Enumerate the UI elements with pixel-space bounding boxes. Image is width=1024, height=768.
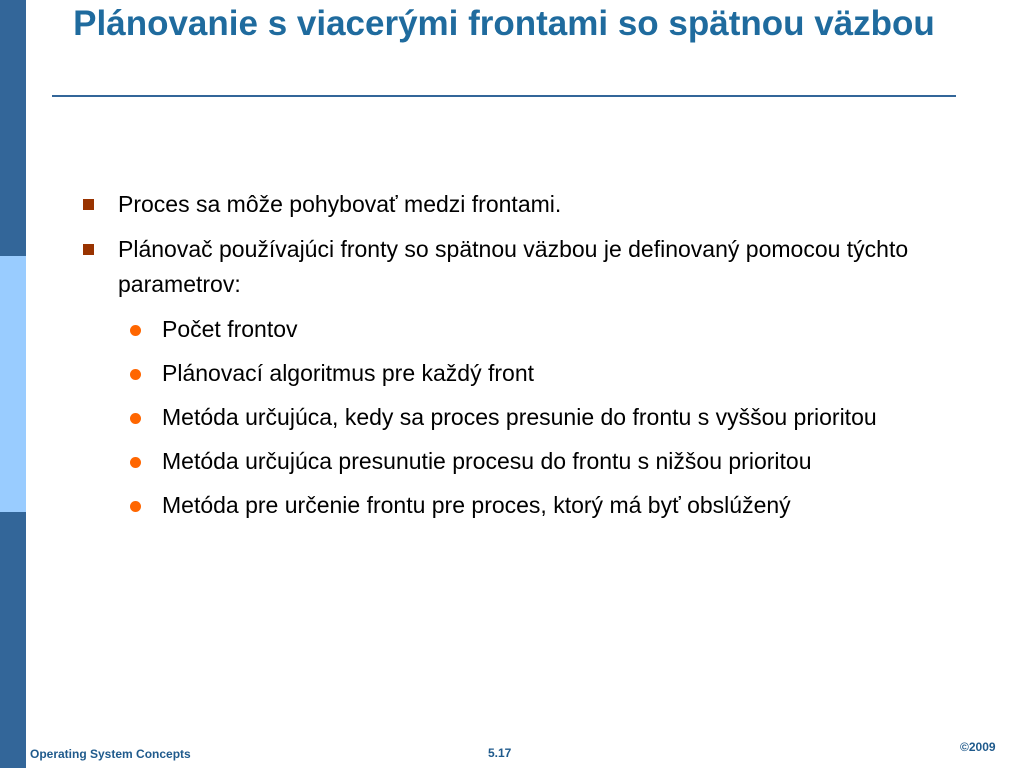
square-bullet-icon (83, 244, 94, 255)
side-bar-top-segment (0, 0, 26, 256)
sub-bullet-text: Počet frontov (162, 316, 298, 342)
side-bar (0, 0, 26, 768)
square-bullet-icon (83, 199, 94, 210)
bullet-text: Proces sa môže pohybovať medzi frontami. (118, 191, 562, 217)
footer-copyright: ©2009 (960, 740, 996, 754)
title-divider (52, 95, 956, 97)
bullet-item (80, 232, 960, 302)
sub-bullet-text: Metóda určujúca presunutie procesu do frontu s nižšou prioritou (162, 448, 812, 474)
slide-title: Plánovanie s viacerými frontami so spätnou väzbou (73, 4, 935, 43)
side-bar-middle-segment (0, 256, 26, 512)
side-bar-bottom-segment (0, 512, 26, 768)
circle-bullet-icon (130, 501, 141, 512)
sub-bullet-text: Plánovací algoritmus pre každý front (162, 360, 535, 386)
circle-bullet-icon (130, 457, 141, 468)
footer-slide-number: 5.17 (488, 746, 512, 760)
circle-bullet-icon (130, 325, 141, 336)
sub-bullet-item (124, 400, 960, 435)
sub-bullet-item (124, 312, 960, 347)
bullet-text: Plánovač používajúci fronty so spätnou väzbou je definovaný pomocou týchto parametrov: (118, 236, 909, 297)
sub-bullet-text: Metóda určujúca, kedy sa proces presunie do frontu s vyššou prioritou (162, 404, 877, 430)
sub-bullet-item (124, 356, 960, 391)
sub-bullet-item (124, 444, 960, 479)
circle-bullet-icon (130, 413, 141, 424)
footer-book-title: Operating System Concepts (30, 747, 191, 761)
circle-bullet-icon (130, 369, 141, 380)
sub-bullet-text: Metóda pre určenie frontu pre proces, ktorý má byť obslúžený (162, 492, 791, 518)
sub-bullet-item (124, 488, 960, 523)
bullet-item (80, 187, 960, 222)
slide-content (80, 187, 960, 532)
